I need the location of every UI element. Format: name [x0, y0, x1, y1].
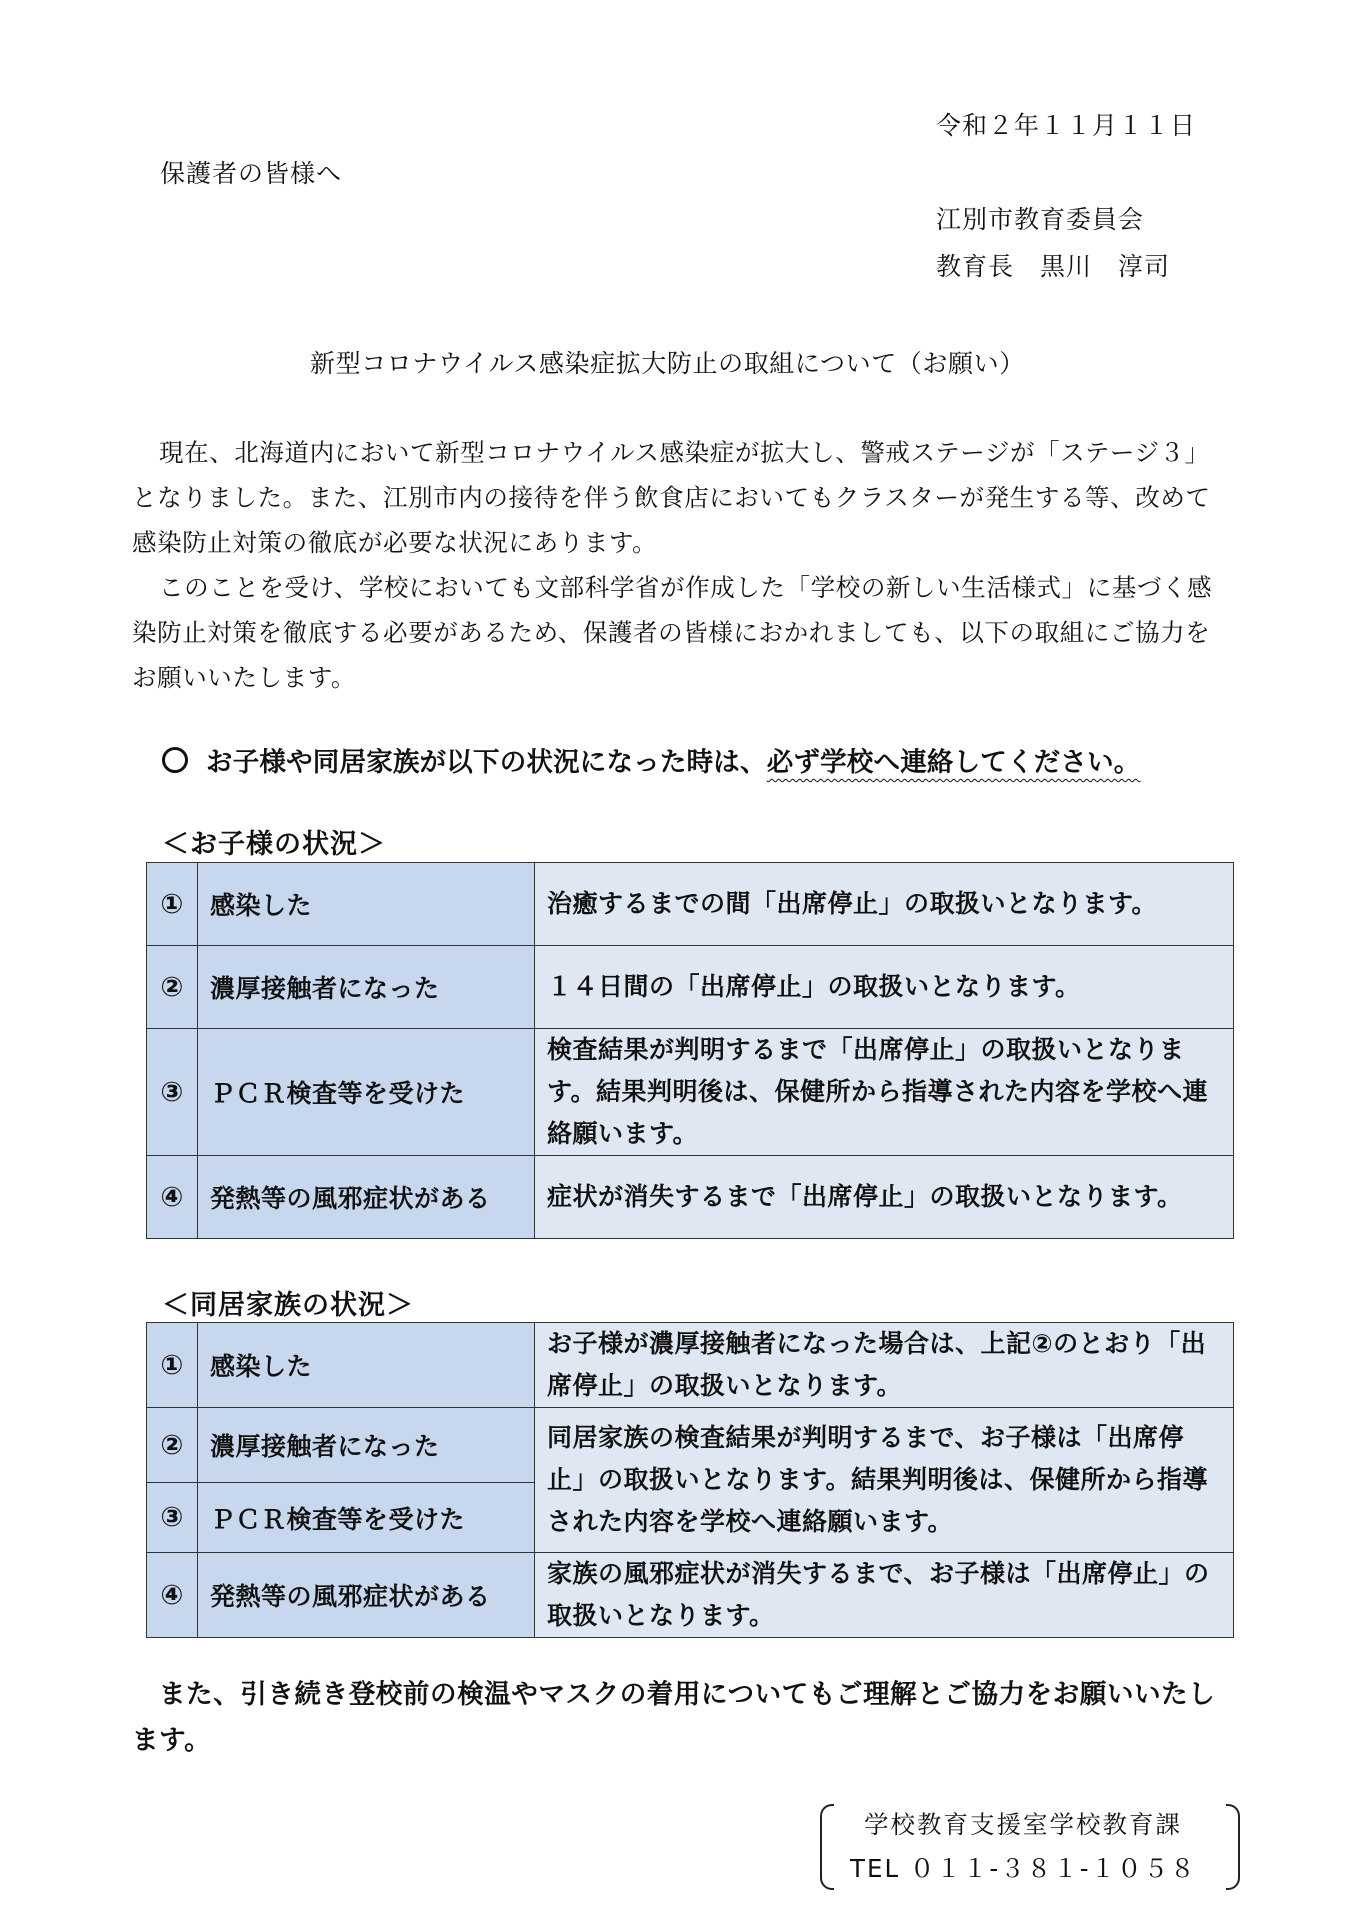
contact-info [820, 1798, 1240, 1898]
response-cell: 治癒するまでの間「出席停止」の取扱いとなります。 [535, 863, 1234, 946]
table-row [147, 1156, 1234, 1239]
row-number: ③ [147, 1483, 198, 1553]
closing-text [132, 1672, 1242, 1764]
row-number: ④ [147, 1156, 198, 1239]
response-cell: 家族の風邪症状が消失するまで、お子様は「出席停止」の取扱いとなります。 [535, 1553, 1234, 1638]
sender-organization: 江別市教育委員会 [936, 205, 1145, 234]
situation-cell: 発熱等の風邪症状がある [198, 1553, 535, 1638]
contact-notice [162, 740, 1141, 779]
situation-cell: 濃厚接触者になった [198, 1408, 535, 1483]
right-bracket-icon [1226, 1804, 1240, 1890]
row-number: ② [147, 946, 198, 1029]
row-number: ② [147, 1408, 198, 1483]
document-date: 令和２年１１月１１日 [936, 111, 1197, 140]
table-row [147, 1553, 1234, 1638]
response-cell: お子様が濃厚接触者になった場合は、上記②のとおり「出席停止」の取扱いとなります。 [535, 1323, 1234, 1408]
row-number: ① [147, 1323, 198, 1408]
response-cell: １４日間の「出席停止」の取扱いとなります。 [535, 946, 1234, 1029]
notice-emphasis: 必ず学校へ連絡してください。 [766, 747, 1141, 778]
table-row [147, 946, 1234, 1029]
response-cell: 検査結果が判明するまで「出席停止」の取扱いとなります。結果判明後は、保健所から指導された内容を学校へ連絡願います。 [535, 1029, 1234, 1156]
family-section-title: ＜同居家族の状況＞ [162, 1290, 414, 1321]
notice-text: お子様や同居家族が以下の状況になった時は、 [206, 747, 767, 778]
circle-bullet-icon [162, 747, 188, 773]
table-row [147, 1408, 1234, 1483]
situation-cell: 感染した [198, 863, 535, 946]
document-title: 新型コロナウイルス感染症拡大防止の取組について（お願い） [310, 349, 1025, 378]
table-row [147, 1323, 1234, 1408]
row-number: ③ [147, 1029, 198, 1156]
contact-phone: TEL ０１１-３８１-１０５８ [850, 1854, 1197, 1883]
response-cell: 症状が消失するまで「出席停止」の取扱いとなります。 [535, 1156, 1234, 1239]
child-situation-table [146, 862, 1234, 1239]
situation-cell: 感染した [198, 1323, 535, 1408]
family-situation-table [146, 1322, 1234, 1638]
table-row [147, 863, 1234, 946]
addressee: 保護者の皆様へ [160, 159, 343, 188]
body-paragraph-2: このことを受け、学校においても文部科学省が作成した「学校の新しい生活様式」に基づく感染防止対策を徹底する必要があるため、保護者の皆様におかれましても、以下の取組にご協力をお願いいたします。 [132, 573, 1213, 692]
left-bracket-icon [820, 1804, 834, 1890]
situation-cell: 濃厚接触者になった [198, 946, 535, 1029]
child-section-title: ＜お子様の状況＞ [162, 829, 386, 860]
response-cell: 同居家族の検査結果が判明するまで、お子様は「出席停止」の取扱いとなります。結果判明後は、保健所から指導された内容を学校へ連絡願います。 [535, 1408, 1234, 1553]
situation-cell: 発熱等の風邪症状がある [198, 1156, 535, 1239]
row-number: ④ [147, 1553, 198, 1638]
sender-name: 教育長 黒川 淳司 [936, 252, 1171, 281]
situation-cell: ＰＣＲ検査等を受けた [198, 1483, 535, 1553]
situation-cell: ＰＣＲ検査等を受けた [198, 1029, 535, 1156]
row-number: ① [147, 863, 198, 946]
body-text [132, 430, 1232, 700]
table-row [147, 1029, 1234, 1156]
body-paragraph-1: 現在、北海道内において新型コロナウイルス感染症が拡大し、警戒ステージが「ステージ３」となりました。また、江別市内の接待を伴う飲食店においてもクラスターが発生する等、改めて感染防止対策の徹底が必要な状況にあります。 [132, 438, 1211, 557]
contact-department: 学校教育支援室学校教育課 [864, 1810, 1182, 1839]
closing-paragraph: また、引き続き登校前の検温やマスクの着用についてもご理解とご協力をお願いいたします。 [132, 1679, 1216, 1756]
